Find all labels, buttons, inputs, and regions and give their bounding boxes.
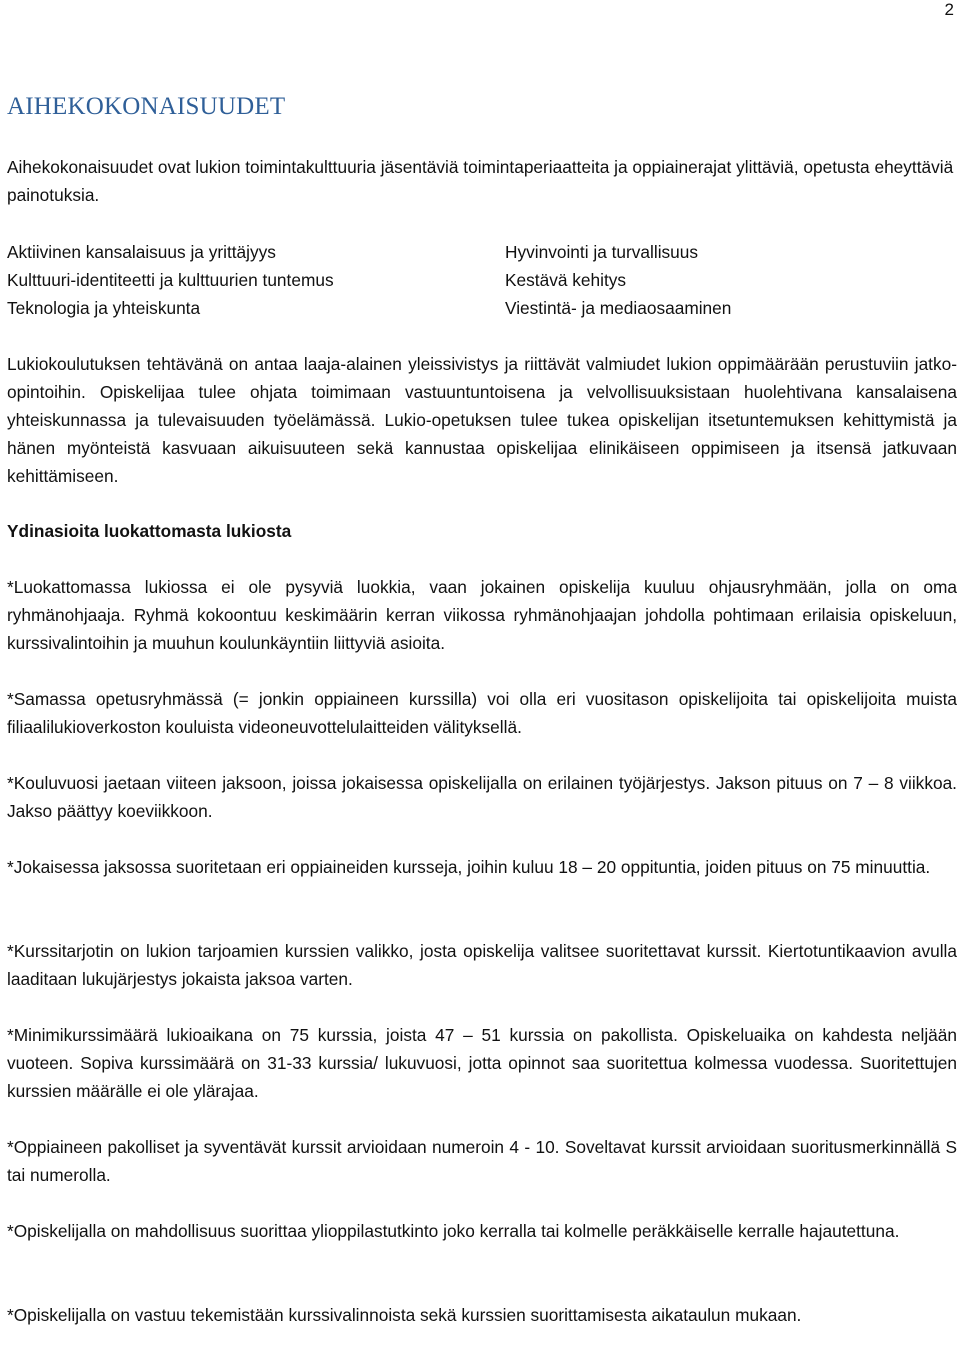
list-item: *Jokaisessa jaksossa suoritetaan eri oppiaineiden kursseja, joihin kuluu 18 – 20 oppituntia, joiden pituus on 75 minuuttia.: [7, 857, 931, 877]
topics-list-right: [505, 238, 955, 322]
list-item: *Opiskelijalla on mahdollisuus suorittaa ylioppilastutkinto joko kerralla tai kolmelle peräkkäiselle kerralle hajautettuna.: [7, 1221, 900, 1241]
page-title: AIHEKOKONAISUUDET: [7, 93, 286, 120]
topic-item: Kestävä kehitys: [505, 270, 627, 290]
mission-paragraph: Lukiokoulutuksen tehtävänä on antaa laaja-alainen yleissivistys ja riittävät valmiudet lukion oppimäärään perustuviin jatko-opintoihin. Opiskelijaa tulee ohjata toimimaan vastuuntuntoisena ja velvollisuuksistaan huolehtivana kansalaisena yhteiskunnassa ja tulevaisuuden työelämässä. Lukio-opetuksen tulee tukea opiskelijan itsetuntemuksen kehittymistä ja hänen myönteistä kasvuaan aikuisuuteen sekä kannustaa opiskelijaa elinikäiseen oppimiseen ja itsensä jatkuvaan kehittämiseen.: [7, 354, 957, 486]
topic-item: Viestintä- ja mediaosaaminen: [505, 298, 732, 318]
topic-item: Aktiivinen kansalaisuus ja yrittäjyys: [7, 242, 276, 262]
topic-item: Kulttuuri-identiteetti ja kulttuurien tuntemus: [7, 270, 334, 290]
topic-item: Hyvinvointi ja turvallisuus: [505, 242, 699, 262]
topic-item: Teknologia ja yhteiskunta: [7, 298, 201, 318]
list-item: *Opiskelijalla on vastuu tekemistään kurssivalinnoista sekä kurssien suorittamisesta aikataulun mukaan.: [7, 1305, 802, 1325]
page-number: 2: [944, 0, 954, 19]
list-item: *Luokattomassa lukiossa ei ole pysyviä luokkia, vaan jokainen opiskelija kuuluu ohjausryhmään, jolla on oma ryhmänohjaaja. Ryhmä kokoontuu keskimäärin kerran viikossa ryhmänohjaajan johdolla pohtimaan erilaisia opiskeluun, kurssivalintoihin ja muuhun koulunkäyntiin liittyviä asioita.: [7, 577, 957, 653]
intro-paragraph: Aihekokonaisuudet ovat lukion toimintakulttuuria jäsentäviä toimintaperiaatteita ja oppiainerajat ylittäviä, opetusta eheyttäviä painotuksia.: [7, 157, 954, 205]
list-item: *Minimikurssimäärä lukioaikana on 75 kurssia, joista 47 – 51 kurssia on pakollista. Opiskeluaika on kahdesta neljään vuoteen. Sopiva kurssimäärä on 31-33 kurssia/ lukuvuosi, jotta opinnot saa suoritettua kolmessa vuodessa. Suoritettujen kurssien määrälle ei ole ylärajaa.: [7, 1025, 957, 1101]
list-item: *Samassa opetusryhmässä (= jonkin oppiaineen kurssilla) voi olla eri vuositason opiskelijoita tai opiskelijoita muista filiaalilukioverkoston kouluista videoneuvottelulaitteiden välityksellä.: [7, 689, 957, 737]
section-subheading: Ydinasioita luokattomasta lukiosta: [7, 521, 292, 541]
list-item: *Kurssitarjotin on lukion tarjoamien kurssien valikko, josta opiskelija valitsee suoritettavat kurssit. Kiertotuntikaavion avulla laaditaan lukujärjestys jokaista jaksoa varten.: [7, 941, 957, 989]
list-item: *Oppiaineen pakolliset ja syventävät kurssit arvioidaan numeroin 4 - 10. Soveltavat kurssit arvioidaan suoritusmerkinnällä S tai numerolla.: [7, 1137, 957, 1185]
list-item: *Kouluvuosi jaetaan viiteen jaksoon, joissa jokaisessa opiskelijalla on erilainen työjärjestys. Jakson pituus on 7 – 8 viikkoa. Jakso päättyy koeviikkoon.: [7, 773, 957, 821]
topics-list-left: [7, 238, 487, 322]
